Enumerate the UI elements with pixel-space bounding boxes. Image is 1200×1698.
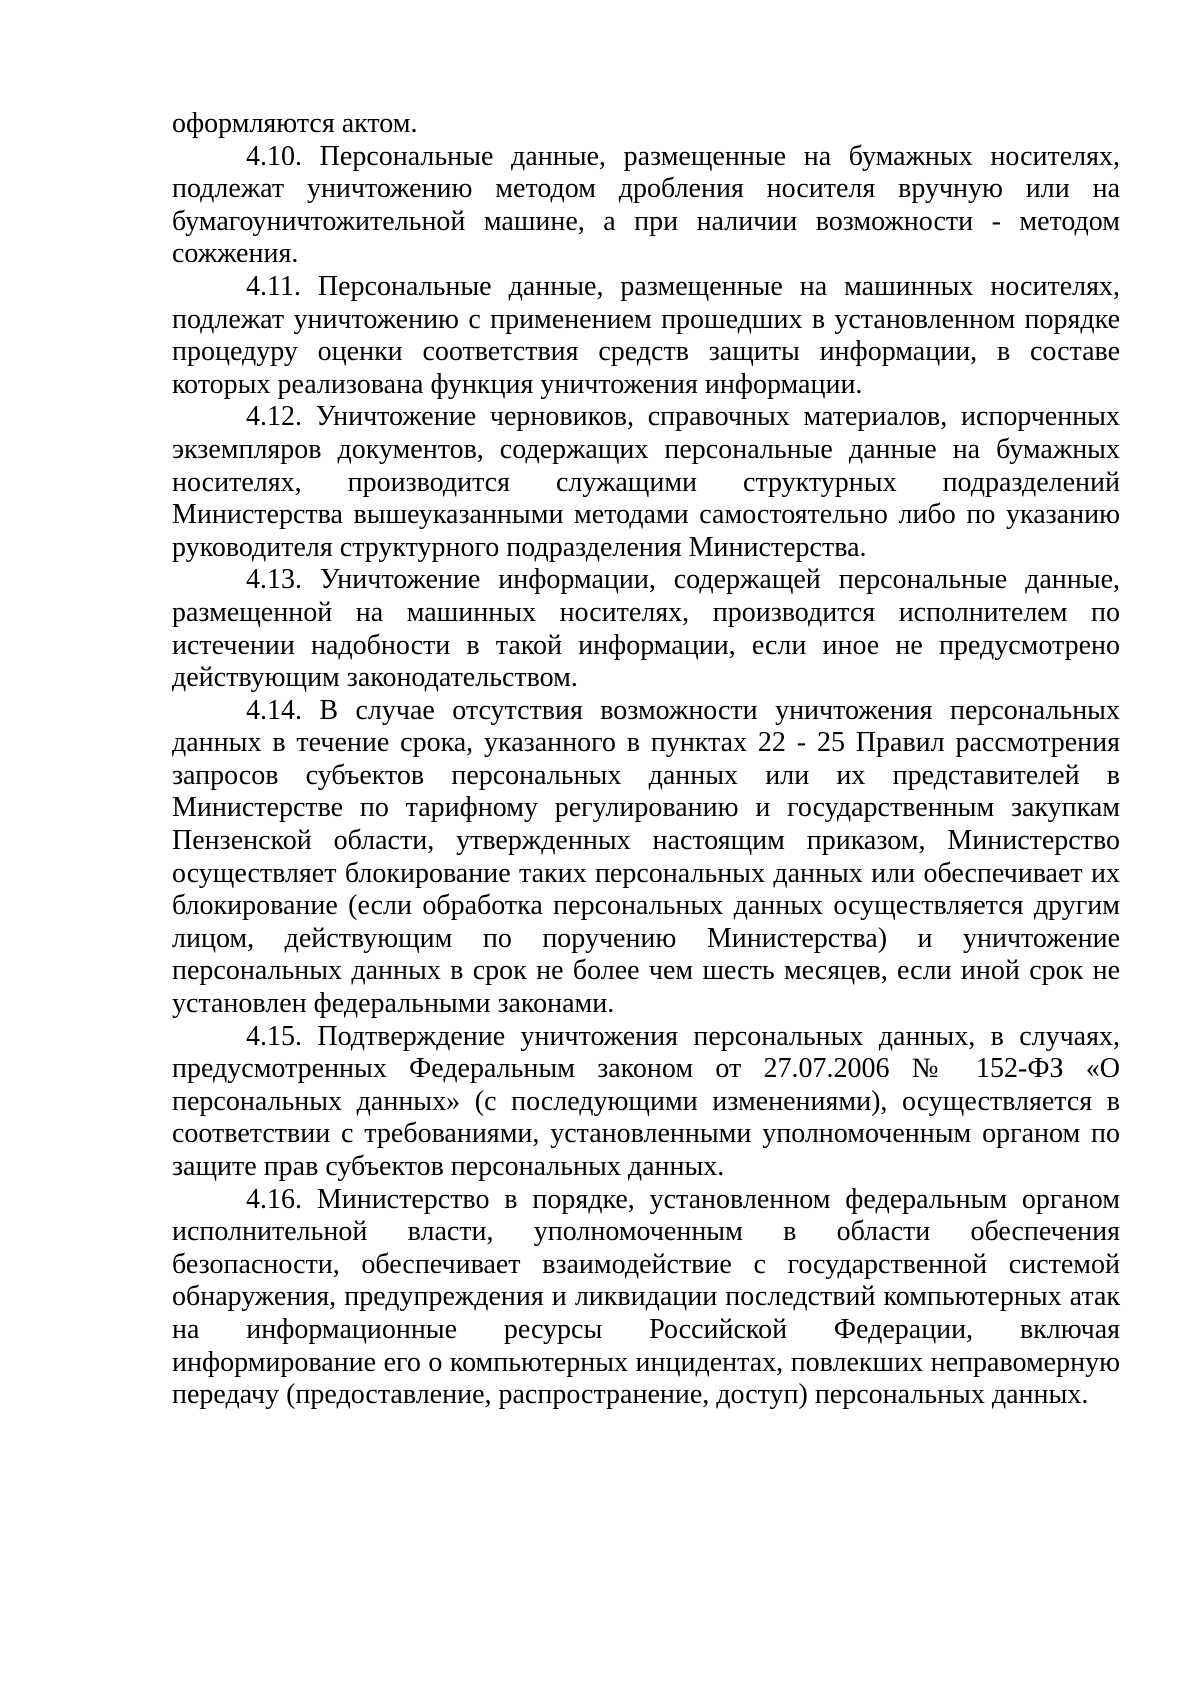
paragraph-4-11: 4.11. Персональные данные, размещенные на машинных носителях, подлежат уничтожению с применением прошедших в установленном порядке процедуру оценки соответствия средств защиты информации, в составе которых реализована функция уничтожения информации. — [172, 270, 1120, 400]
paragraph-4-12: 4.12. Уничтожение черновиков, справочных материалов, испорченных экземпляров документов, содержащих персональные данные на бумажных носителях, производится служащими структурных подразделений Министерства вышеуказанными методами самостоятельно либо по указанию руководителя структурного подразделения Министерства. — [172, 401, 1120, 563]
paragraph-4-14: 4.14. В случае отсутствия возможности уничтожения персональных данных в течение срока, указанного в пунктах 22 - 25 Правил рассмотрения запросов субъектов персональных данных или их представителей в Министерстве по тарифному регулированию и государственным закупкам Пензенской области, утвержденных настоящим приказом, Министерство осуществляет блокирование таких персональных данных или обеспечивает их блокирование (если обработка персональных данных осуществляется другим лицом, действующим по поручению Министерства) и уничтожение персональных данных в срок не более чем шесть месяцев, если иной срок не установлен федеральными законами. — [172, 694, 1120, 1020]
paragraph-4-13: 4.13. Уничтожение информации, содержащей персональные данные, размещенной на машинных носителях, производится исполнителем по истечении надобности в такой информации, если иное не предусмотрено действующим законодательством. — [172, 564, 1120, 694]
paragraph-4-15: 4.15. Подтверждение уничтожения персональных данных, в случаях, предусмотренных Федеральным законом от 27.07.2006 № 152-ФЗ «О персональных данных» (с последующими изменениями), осуществляется в соответствии с требованиями, установленными уполномоченным органом по защите прав субъектов персональных данных. — [172, 1020, 1120, 1182]
paragraph-continuation: оформляются актом. — [172, 108, 418, 139]
document-page — [172, 108, 1120, 1412]
paragraph-4-16: 4.16. Министерство в порядке, установленном федеральным органом исполнительной власти, уполномоченным в области обеспечения безопасности, обеспечивает взаимодействие с государственной системой обнаружения, предупреждения и ликвидации последствий компьютерных атак на информационные ресурсы Российской Федерации, включая информирование его о компьютерных инцидентах, повлекших неправомерную передачу (предоставление, распространение, доступ) персональных данных. — [172, 1183, 1120, 1411]
paragraph-4-10: 4.10. Персональные данные, размещенные на бумажных носителях, подлежат уничтожению методом дробления носителя вручную или на бумагоуничтожительной машине, а при наличии возможности - методом сожжения. — [172, 140, 1120, 270]
